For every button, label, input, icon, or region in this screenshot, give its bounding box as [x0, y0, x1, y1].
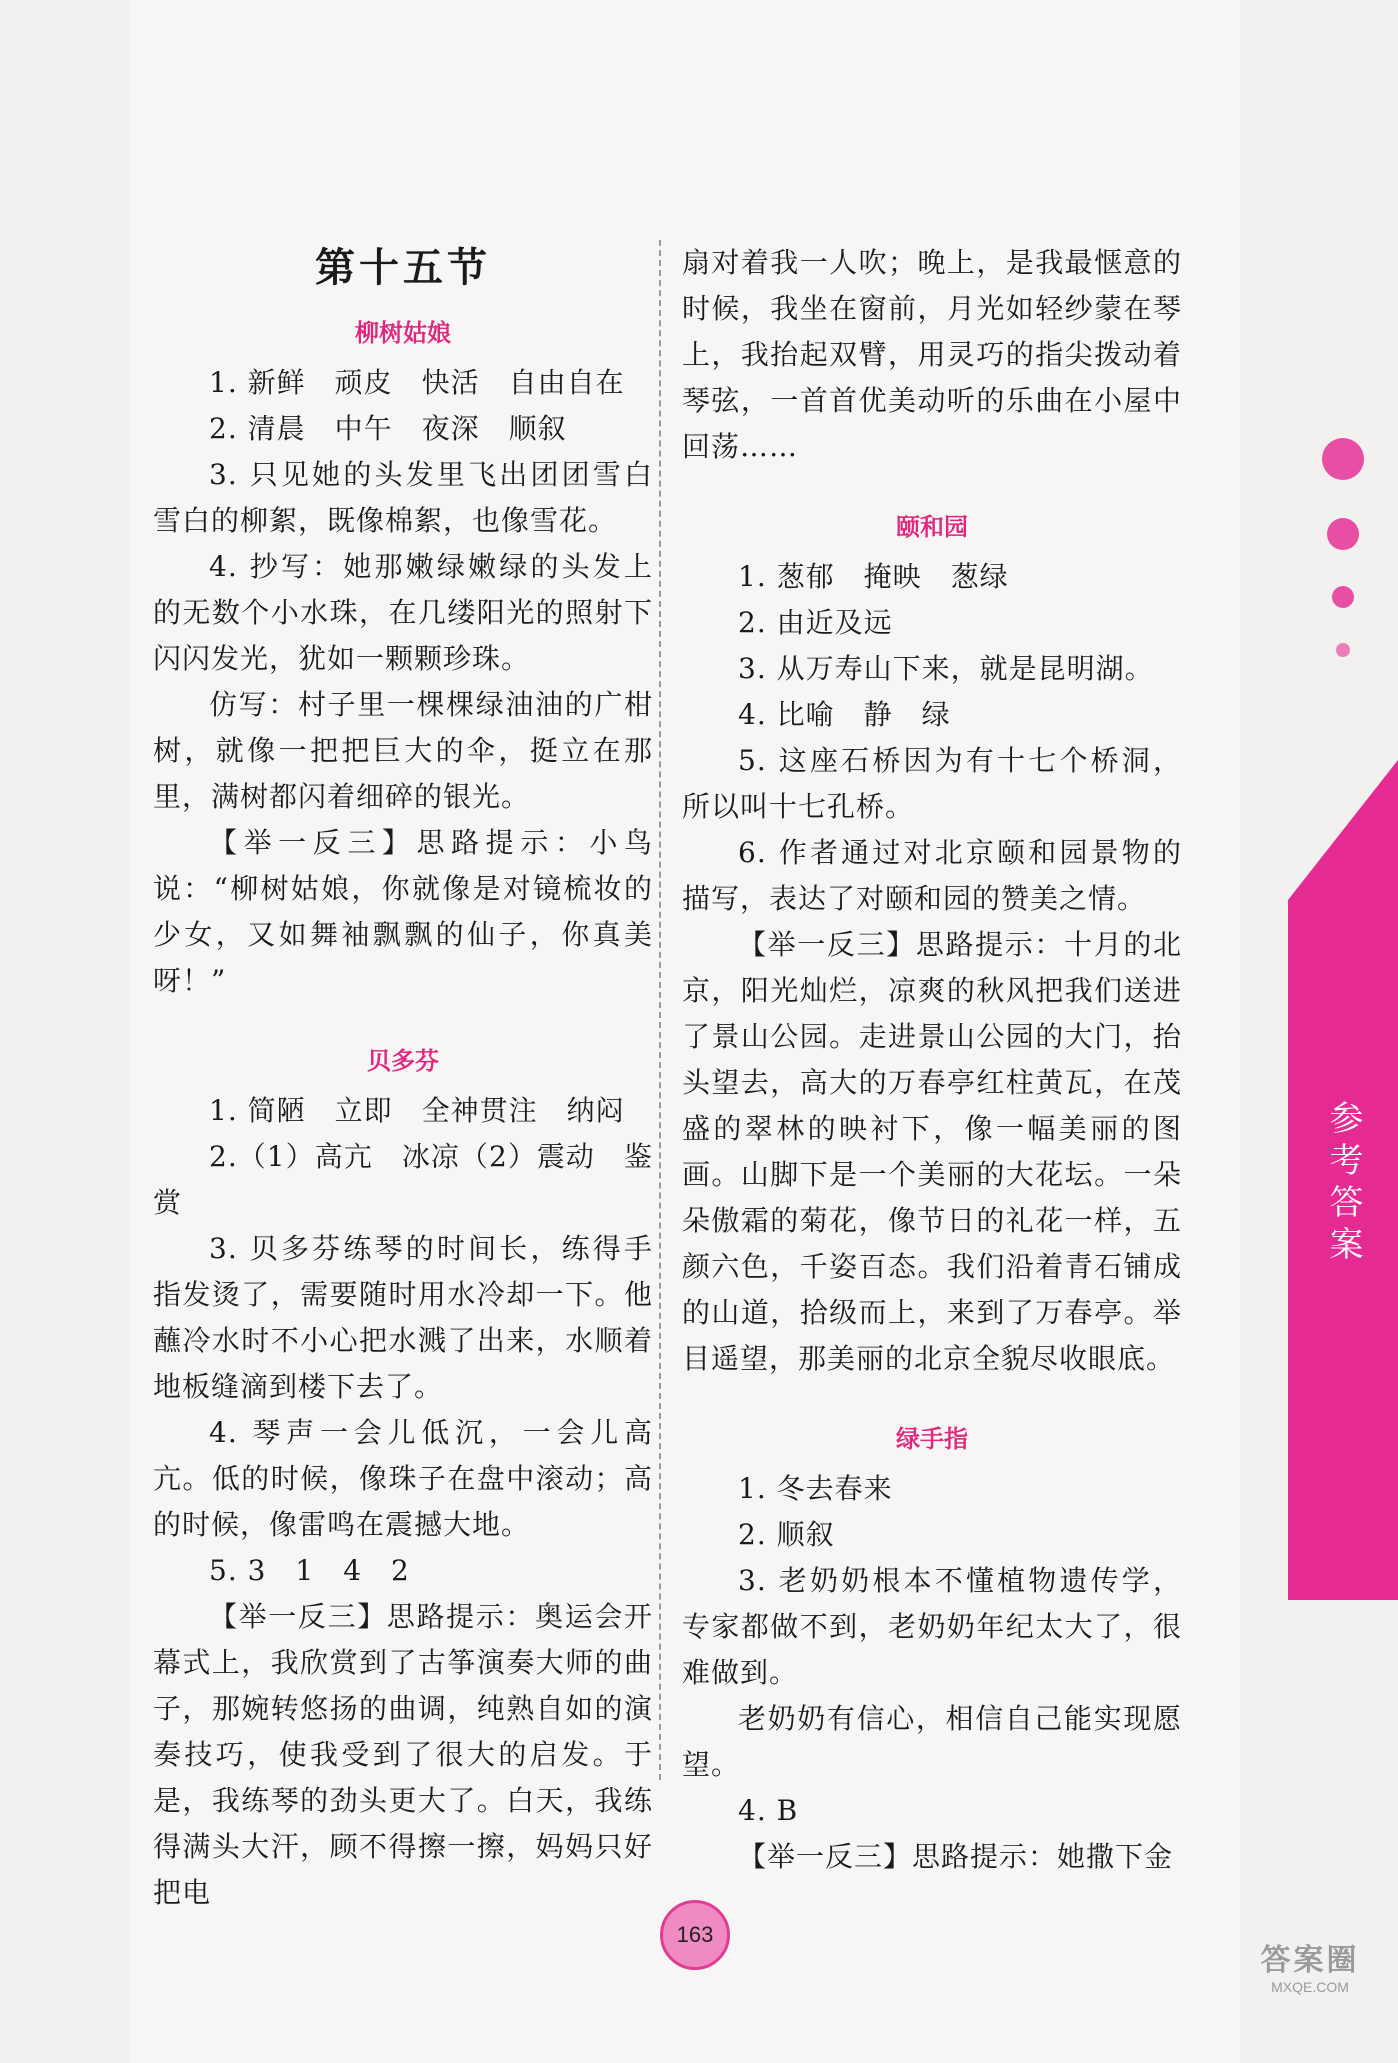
column-divider: [659, 240, 661, 1780]
page-number-badge: 163: [660, 1900, 730, 1970]
answer-paragraph: 2.（1）高亢 冰凉（2）震动 鉴赏: [153, 1140, 653, 1219]
answer-paragraph: 4. B: [738, 1794, 799, 1827]
answer-paragraph: 1. 简陋 立即 全神贯注 纳闷: [209, 1094, 625, 1127]
heading-yiheyuan: 颐和园: [896, 513, 968, 541]
answer-paragraph: 5. 3 1 4 2: [209, 1554, 410, 1587]
answer-paragraph: 5. 这座石桥因为有十七个桥洞，所以叫十七孔桥。: [682, 744, 1182, 823]
answer-paragraph: 3. 贝多芬练琴的时间长，练得手指发烫了，需要随时用水冷却一下。他蘸冷水时不小心把水溅了出来，水顺着地板缝滴到楼下去了。: [153, 1232, 653, 1403]
left-column: [153, 240, 653, 1916]
heading-beethoven: 贝多芬: [367, 1047, 439, 1075]
answer-paragraph: 【举一反三】思路提示：奥运会开幕式上，我欣赏到了古筝演奏大师的曲子，那婉转悠扬的曲调，纯熟自如的演奏技巧，使我受到了很大的启发。于是，我练琴的劲头更大了。白天，我练得满头大汗，顾不得擦一擦，妈妈只好把电: [153, 1600, 653, 1909]
decor-dot-large: [1322, 438, 1364, 480]
answer-paragraph: 1. 葱郁 掩映 葱绿: [738, 560, 1009, 593]
right-column: [682, 240, 1182, 1880]
answer-paragraph: 1. 新鲜 顽皮 快活 自由自在: [209, 366, 625, 399]
heading-liushu-guniang: 柳树姑娘: [355, 319, 451, 347]
answer-paragraph: 【举一反三】思路提示：十月的北京，阳光灿烂，凉爽的秋风把我们送进了景山公园。走进景山公园的大门，抬头望去，高大的万春亭红柱黄瓦，在茂盛的翠林的映衬下，像一幅美丽的图画。山脚下是一个美丽的大花坛。一朵朵傲霜的菊花，像节日的礼花一样，五颜六色，千姿百态。我们沿着青石铺成的山道，拾级而上，来到了万春亭。举目遥望，那美丽的北京全貌尽收眼底。: [682, 928, 1182, 1375]
answer-paragraph: 4. 比喻 静 绿: [738, 698, 951, 731]
answer-paragraph: 1. 冬去春来: [738, 1472, 893, 1505]
answer-paragraph: 【举一反三】思路提示：小鸟说：“柳树姑娘，你就像是对镜梳妆的少女，又如舞袖飘飘的仙子，你真美呀！”: [153, 826, 653, 997]
decor-dot-small: [1332, 586, 1354, 608]
answer-paragraph: 2. 顺叙: [738, 1518, 835, 1551]
answer-paragraph: 4. 抄写：她那嫩绿嫩绿的头发上的无数个小水珠，在几缕阳光的照射下闪闪发光，犹如一颗颗珍珠。: [153, 550, 653, 675]
answer-paragraph: 3. 只见她的头发里飞出团团雪白雪白的柳絮，既像棉絮，也像雪花。: [153, 458, 653, 537]
answer-paragraph: 3. 从万寿山下来，就是昆明湖。: [738, 652, 1154, 685]
decor-dot-medium: [1327, 518, 1359, 550]
section-title: 第十五节: [315, 244, 491, 291]
watermark-title: 答案圈: [1260, 1944, 1360, 1977]
watermark-url: MXQE.COM: [1271, 1979, 1349, 1995]
side-tab-label: 参考答案: [1323, 1100, 1363, 1268]
answer-paragraph: 老奶奶有信心，相信自己能实现愿望。: [682, 1702, 1182, 1781]
decor-dot-tiny: [1336, 643, 1350, 657]
answer-paragraph: 2. 清晨 中午 夜深 顺叙: [209, 412, 567, 445]
answer-paragraph: 2. 由近及远: [738, 606, 893, 639]
answer-paragraph: 3. 老奶奶根本不懂植物遗传学，专家都做不到，老奶奶年纪太大了，很难做到。: [682, 1564, 1182, 1689]
watermark-logo: [1230, 1935, 1390, 1995]
heading-lvshouzhi: 绿手指: [896, 1425, 968, 1453]
answer-paragraph: 6. 作者通过对北京颐和园景物的描写，表达了对颐和园的赞美之情。: [682, 836, 1182, 915]
continued-paragraph: 扇对着我一人吹；晚上，是我最惬意的时候，我坐在窗前，月光如轻纱蒙在琴上，我抬起双臂，用灵巧的指尖拨动着琴弦，一首首优美动听的乐曲在小屋中回荡……: [682, 246, 1182, 463]
answer-paragraph: 仿写：村子里一棵棵绿油油的广柑树，就像一把把巨大的伞，挺立在那里，满树都闪着细碎的银光。: [153, 688, 653, 813]
answer-paragraph: 【举一反三】思路提示：她撒下金: [738, 1840, 1174, 1873]
answer-paragraph: 4. 琴声一会儿低沉，一会儿高亢。低的时候，像珠子在盘中滚动；高的时候，像雷鸣在震撼大地。: [153, 1416, 653, 1541]
